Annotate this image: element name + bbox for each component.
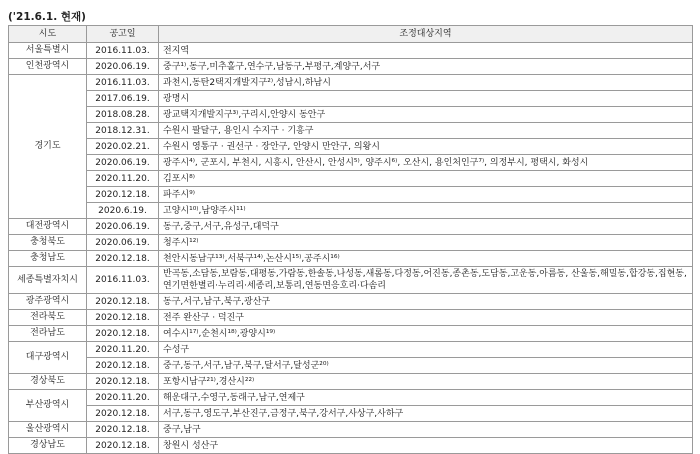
cell-date: 2016.11.03. <box>87 75 159 91</box>
cell-area: 고양시¹⁰⁾,남양주시¹¹⁾ <box>159 203 693 219</box>
date-note: ('21.6.1. 현재) <box>8 11 86 23</box>
cell-date: 2020.02.21. <box>87 139 159 155</box>
cell-date: 2020.12.18. <box>87 422 159 438</box>
table-row <box>9 267 693 294</box>
cell-date: 2020.06.19. <box>87 155 159 171</box>
table-row <box>9 374 693 390</box>
cell-area: 동구,서구,남구,북구,광산구 <box>159 294 693 310</box>
cell-date: 2020.12.18. <box>87 406 159 422</box>
table-row <box>9 59 693 75</box>
cell-area: 과천시,동탄2택지개발지구²⁾,성남시,하남시 <box>159 75 693 91</box>
cell-sido: 대구광역시 <box>9 342 87 374</box>
cell-sido: 경상남도 <box>9 438 87 454</box>
cell-sido: 전라남도 <box>9 326 87 342</box>
table-row <box>9 155 693 171</box>
cell-area: 전주 완산구 · 덕진구 <box>159 310 693 326</box>
cell-date: 2020.12.18. <box>87 187 159 203</box>
cell-area: 수성구 <box>159 342 693 358</box>
cell-area: 천안시동남구¹³⁾,서북구¹⁴⁾,논산시¹⁵⁾,공주시¹⁶⁾ <box>159 251 693 267</box>
table-row <box>9 139 693 155</box>
table-row <box>9 187 693 203</box>
cell-sido: 부산광역시 <box>9 390 87 422</box>
cell-area: 파주시⁹⁾ <box>159 187 693 203</box>
cell-area: 김포시⁸⁾ <box>159 171 693 187</box>
table-row <box>9 171 693 187</box>
cell-sido: 충청남도 <box>9 251 87 267</box>
cell-date: 2020.12.18. <box>87 358 159 374</box>
cell-sido: 전라북도 <box>9 310 87 326</box>
table-row <box>9 91 693 107</box>
cell-area: 중구¹⁾,동구,미추홀구,연수구,남동구,부평구,계양구,서구 <box>159 59 693 75</box>
cell-date: 2020.6.19. <box>87 203 159 219</box>
cell-area: 중구,남구 <box>159 422 693 438</box>
cell-area: 서구,동구,영도구,부산진구,금정구,북구,강서구,사상구,사하구 <box>159 406 693 422</box>
cell-sido: 서울특별시 <box>9 43 87 59</box>
cell-date: 2020.12.18. <box>87 438 159 454</box>
table-row <box>9 251 693 267</box>
cell-sido: 충청북도 <box>9 235 87 251</box>
cell-sido: 울산광역시 <box>9 422 87 438</box>
cell-area: 수원시 팔달구, 용인시 수지구 · 기흥구 <box>159 123 693 139</box>
cell-area: 광명시 <box>159 91 693 107</box>
cell-date: 2016.11.03. <box>87 267 159 294</box>
table-header-row <box>9 26 693 43</box>
cell-date: 2020.11.20. <box>87 390 159 406</box>
cell-area: 창원시 성산구 <box>159 438 693 454</box>
cell-date: 2020.11.20. <box>87 171 159 187</box>
table-row <box>9 75 693 91</box>
cell-date: 2020.06.19. <box>87 235 159 251</box>
cell-date: 2016.11.03. <box>87 43 159 59</box>
cell-date: 2020.06.19. <box>87 59 159 75</box>
cell-date: 2020.06.19. <box>87 219 159 235</box>
table-row <box>9 326 693 342</box>
table-row <box>9 422 693 438</box>
cell-date: 2020.12.18. <box>87 251 159 267</box>
table-row <box>9 107 693 123</box>
cell-date: 2018.08.28. <box>87 107 159 123</box>
cell-area: 해운대구,수영구,동래구,남구,연제구 <box>159 390 693 406</box>
table-row <box>9 235 693 251</box>
cell-area: 수원시 영통구 · 권선구 · 장안구, 안양시 만안구, 의왕시 <box>159 139 693 155</box>
cell-area: 여수시¹⁷⁾,순천시¹⁸⁾,광양시¹⁹⁾ <box>159 326 693 342</box>
table-row <box>9 310 693 326</box>
cell-area: 전지역 <box>159 43 693 59</box>
header-area: 조정대상지역 <box>159 26 693 43</box>
table-row <box>9 294 693 310</box>
table-row <box>9 358 693 374</box>
cell-sido: 광주광역시 <box>9 294 87 310</box>
cell-date: 2017.06.19. <box>87 91 159 107</box>
cell-sido: 대전광역시 <box>9 219 87 235</box>
cell-area: 반곡동,소담동,보람동,대평동,가람동,한솔동,나성동,새롬동,다정동,어진동,종촌동,도담동,고운동,아름동, 산울동,해밀동,합강동,집현동,연기면한별리·누리리·세종리,보통리,연동면응호리·다솜리 <box>159 267 693 294</box>
table-row <box>9 406 693 422</box>
cell-area: 광주시⁴⁾, 군포시, 부천시, 시흥시, 안산시, 안성시⁵⁾, 양주시⁶⁾, 오산시, 용인처인구⁷⁾, 의정부시, 평택시, 화성시 <box>159 155 693 171</box>
cell-area: 중구,동구,서구,남구,북구,달서구,달성군²⁰⁾ <box>159 358 693 374</box>
cell-sido: 경상북도 <box>9 374 87 390</box>
table-body <box>9 43 693 454</box>
cell-sido: 경기도 <box>9 75 87 219</box>
table-row <box>9 438 693 454</box>
cell-date: 2020.11.20. <box>87 342 159 358</box>
cell-area: 광교택지개발지구³⁾,구리시,안양시 동안구 <box>159 107 693 123</box>
table-row <box>9 342 693 358</box>
cell-area: 포항시남구²¹⁾,경산시²²⁾ <box>159 374 693 390</box>
table-row <box>9 219 693 235</box>
table-row <box>9 43 693 59</box>
header-sido: 시도 <box>9 26 87 43</box>
cell-area: 동구,중구,서구,유성구,대덕구 <box>159 219 693 235</box>
header-date: 공고일 <box>87 26 159 43</box>
cell-date: 2020.12.18. <box>87 374 159 390</box>
cell-date: 2020.12.18. <box>87 310 159 326</box>
cell-date: 2020.12.18. <box>87 294 159 310</box>
cell-date: 2020.12.18. <box>87 326 159 342</box>
cell-area: 청주시¹²⁾ <box>159 235 693 251</box>
table-row <box>9 203 693 219</box>
cell-date: 2018.12.31. <box>87 123 159 139</box>
table-row <box>9 123 693 139</box>
table-row <box>9 390 693 406</box>
cell-sido: 인천광역시 <box>9 59 87 75</box>
adjustment-area-table <box>8 25 693 454</box>
cell-sido: 세종특별자치시 <box>9 267 87 294</box>
